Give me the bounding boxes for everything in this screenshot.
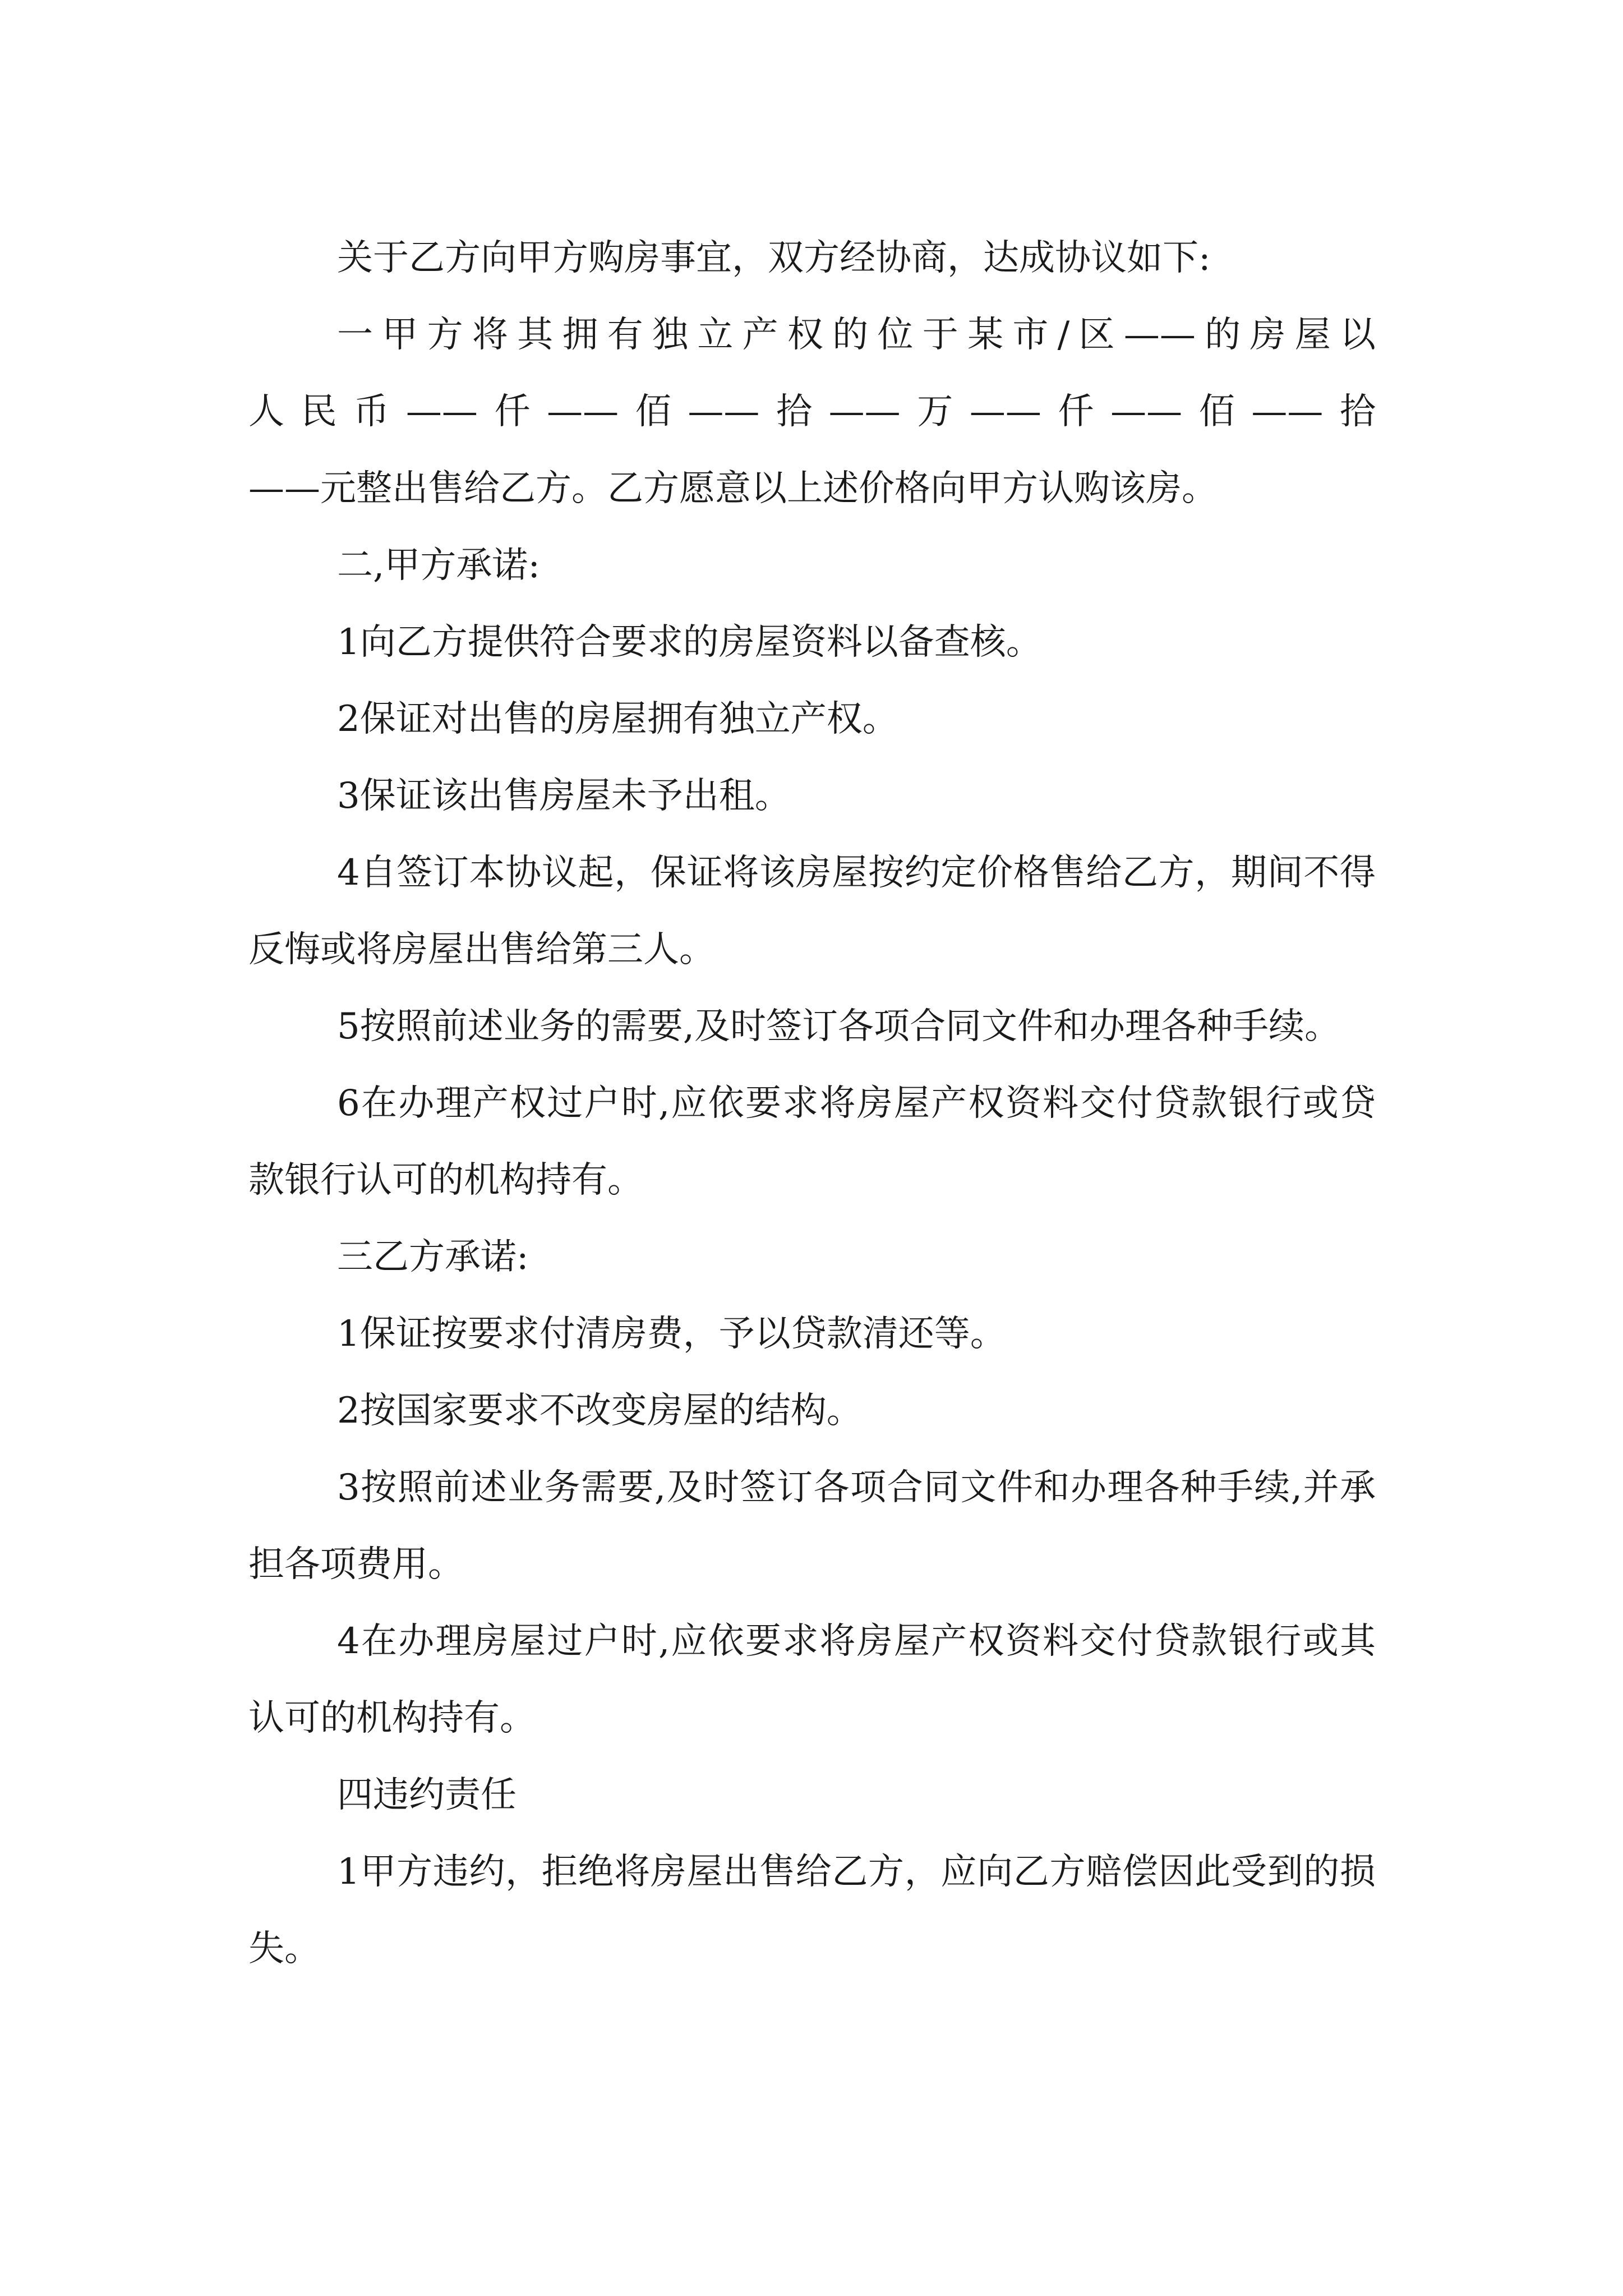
paragraph-buyer-item-1: 1保证按要求付清房费，予以贷款清还等。 (337, 1313, 1006, 1355)
paragraph-intro: 关于乙方向甲方购房事宜，双方经协商，达成协议如下: (337, 237, 1211, 279)
paragraph-seller-item-1: 1向乙方提供符合要求的房屋资料以备查核。 (337, 622, 1042, 663)
paragraph-clause-1-line-3: ——元整出售给乙方。乙方愿意以上述价格向甲方认购该房。 (248, 468, 1218, 509)
paragraph-breach-item-1: 1甲方违约，拒绝将房屋出售给乙方，应向乙方赔偿因此受到的损失。 (248, 1851, 1376, 1970)
heading-breach-liability: 四违约责任 (337, 1774, 517, 1816)
paragraph-clause-1-line-1: 一甲方将其拥有独立产权的位于某市/区——的房屋以 (337, 314, 1376, 356)
paragraph-seller-item-3: 3保证该出售房屋未予出租。 (337, 775, 791, 817)
paragraph-seller-item-4: 4自签订本协议起，保证将该房屋按约定价格售给乙方，期间不得反悔或将房屋出售给第三人。 (248, 852, 1376, 970)
paragraph-clause-1-line-2: 人民币——仟——佰——拾——万——仟——佰——拾 (248, 391, 1376, 432)
paragraph-buyer-item-3: 3按照前述业务需要,及时签订各项合同文件和办理各种手续,并承担各项费用。 (248, 1467, 1376, 1585)
paragraph-seller-item-6: 6在办理产权过户时,应依要求将房屋产权资料交付贷款银行或贷款银行认可的机构持有。 (248, 1083, 1376, 1201)
paragraph-buyer-item-2: 2按国家要求不改变房屋的结构。 (337, 1390, 863, 1432)
paragraph-seller-item-5: 5按照前述业务的需要,及时签订各项合同文件和办理各种手续。 (337, 1006, 1341, 1047)
document-body (248, 220, 1376, 1987)
paragraph-buyer-item-4: 4在办理房屋过户时,应依要求将房屋产权资料交付贷款银行或其认可的机构持有。 (248, 1621, 1376, 1739)
heading-buyer-commitments: 三乙方承诺: (337, 1236, 529, 1278)
paragraph-seller-item-2: 2保证对出售的房屋拥有独立产权。 (337, 698, 898, 740)
heading-seller-commitments: 二,甲方承诺: (337, 545, 540, 586)
